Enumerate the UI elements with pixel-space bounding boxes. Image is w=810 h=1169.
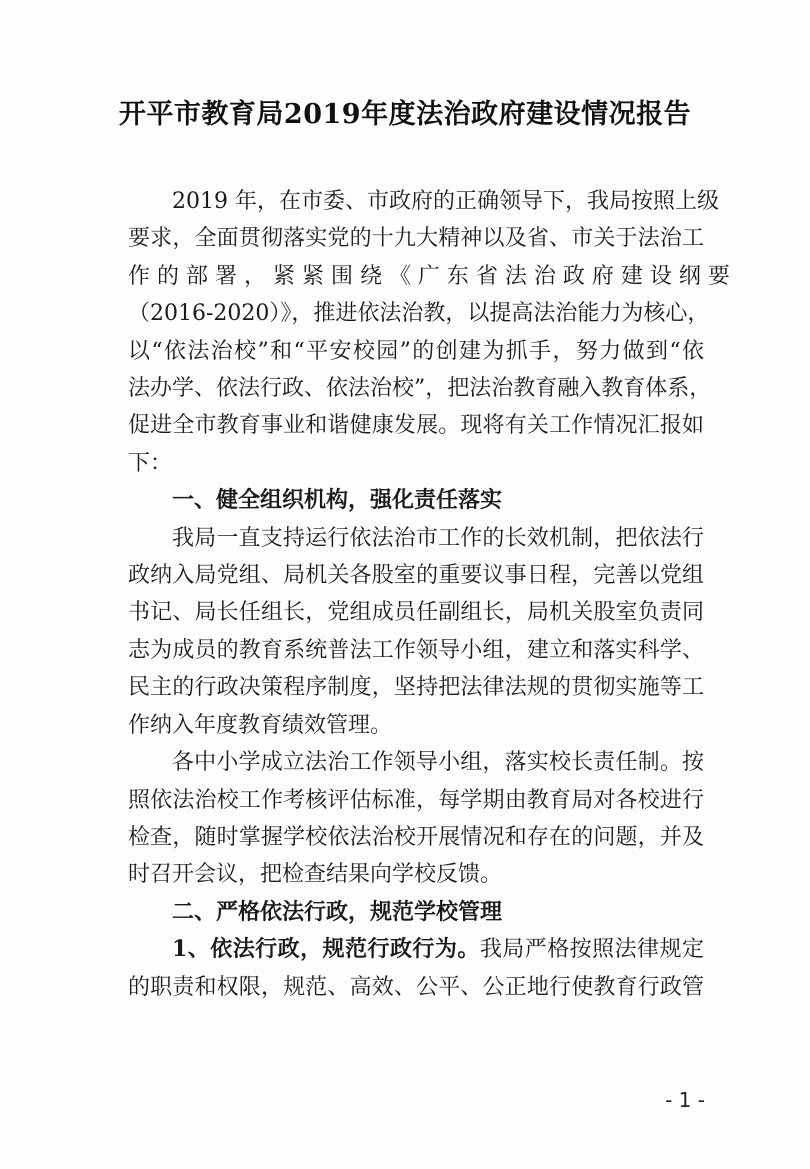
line-text: 一、健全组织机构，强化责任落实 — [172, 488, 503, 514]
line-text: 作纳入年度教育绩效管理。 — [128, 712, 393, 738]
line-text: 以“依法治校”和“平安校园”的创建为抓手，努力做到“依 — [128, 338, 704, 364]
line-text: 法办学、依法行政、依法治校”，把法治教育融入教育体系， — [128, 376, 712, 402]
page-number-text: - 1 - — [665, 1088, 705, 1112]
paragraph-line — [128, 744, 704, 781]
paragraph-line — [128, 856, 704, 893]
line-text: 的职责和权限，规范、高效、公平、公正地行使教育行政管 — [128, 974, 704, 1000]
document-body — [128, 183, 730, 1006]
line-text: 2019 年，在市委、市政府的正确领导下，我局按照上级 — [172, 189, 719, 214]
paragraph-line — [128, 931, 704, 968]
page-number — [0, 1088, 810, 1112]
paragraph-line — [128, 557, 704, 594]
paragraph-line — [128, 669, 704, 706]
paragraph-line — [128, 782, 704, 819]
paragraph-line — [128, 969, 704, 1006]
paragraph-line — [128, 819, 704, 856]
paragraph-line — [128, 594, 704, 631]
line-text: 我局一直支持运行依法治市工作的长效机制，把依法行 — [172, 525, 704, 551]
line-text: 要求，全面贯彻落实党的十九大精神以及省、市关于法治工 — [128, 226, 704, 252]
line-text: 检查，随时掌握学校依法治校开展情况和存在的问题，并及 — [128, 824, 704, 850]
line-text: 作 的 部 署 ， 紧 紧 围 绕 《 广 东 省 法 治 政 府 建 设 纲 要 — [128, 263, 730, 289]
line-text: 各中小学成立法治工作领导小组，落实校长责任制。按 — [172, 750, 704, 776]
line-text: 时召开会议，把检查结果向学校反馈。 — [128, 862, 503, 888]
paragraph-line — [128, 445, 704, 482]
line-text: 政纳入局党组、局机关各股室的重要议事日程，完善以党组 — [128, 563, 704, 589]
line-text: 下： — [128, 450, 173, 476]
line-text: （2016-2020）》，推进依法治教，以提高法治能力为核心， — [128, 301, 710, 327]
line-text: 民主的行政决策程序制度，坚持把法律法规的贯彻实施等工 — [128, 675, 704, 701]
paragraph-line — [128, 707, 704, 744]
line-text: 二、严格依法行政，规范学校管理 — [172, 899, 503, 925]
line-text: 照依法治校工作考核评估标准，每学期由教育局对各校进行 — [128, 787, 704, 813]
paragraph-line — [128, 295, 710, 332]
paragraph-line — [128, 632, 704, 669]
paragraph-line — [128, 333, 704, 370]
bold-lead-text: 1、依法行政，规范行政行为。 — [172, 936, 480, 963]
section-heading — [128, 482, 704, 519]
paragraph-line — [128, 520, 704, 557]
line-text: 我局严格按照法律规定 — [479, 937, 704, 963]
paragraph-line — [128, 370, 712, 407]
line-text: 书记、局长任组长，党组成员任副组长，局机关股室负责同 — [128, 600, 704, 626]
paragraph-line — [128, 183, 719, 220]
document-title: 开平市教育局2019年度法治政府建设情况报告 — [118, 99, 692, 130]
line-text: 促进全市教育事业和谐健康发展。现将有关工作情况汇报如 — [128, 413, 704, 439]
line-text: 志为成员的教育系统普法工作领导小组，建立和落实科学、 — [128, 637, 704, 663]
paragraph-line — [128, 258, 730, 295]
paragraph-line — [128, 407, 704, 444]
paragraph-line — [128, 220, 704, 257]
section-heading — [128, 894, 704, 931]
